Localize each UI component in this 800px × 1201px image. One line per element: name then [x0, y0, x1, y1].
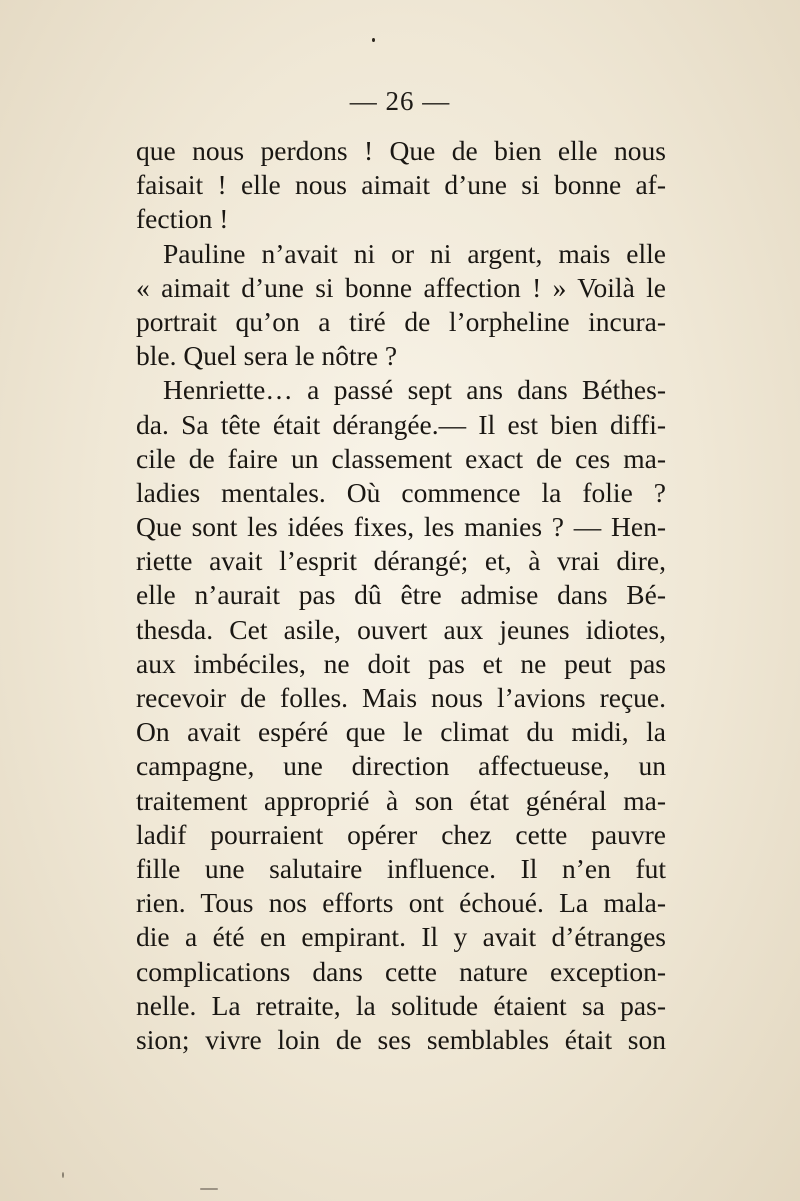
text-line: fection !: [136, 203, 229, 235]
text-line: elle n’aurait pas dû être admise dans Bé-: [136, 579, 666, 611]
text-line: sion; vivre loin de ses semblables était son: [136, 1023, 666, 1055]
text-line: que nous perdons ! Que de bien elle nous: [136, 135, 666, 166]
text-line: On avait espéré que le climat du midi, la: [136, 716, 666, 748]
text-line: Henriette… a passé sept ans dans Béthes-: [163, 374, 666, 406]
text-line: faisait ! elle nous aimait d’une si bonne af-: [136, 169, 666, 201]
text-line: cile de faire un classement exact de ces ma-: [136, 442, 666, 474]
text-line: thesda. Cet asile, ouvert aux jeunes idiotes,: [136, 613, 666, 645]
paper-speck: [372, 38, 375, 42]
text-line: riette avait l’esprit dérangé; et, à vrai dire,: [136, 545, 666, 577]
body-text: [136, 134, 666, 1057]
text-line: die a été en empirant. Il y avait d’étranges: [136, 921, 666, 953]
page-number: — 26 —: [349, 86, 451, 116]
text-line: Que sont les idées fixes, les manies ? — Hen-: [136, 511, 666, 543]
text-line: campagne, une direction affectueuse, un: [136, 750, 666, 782]
text-line: rien. Tous nos efforts ont échoué. La mala-: [136, 887, 666, 919]
text-line: ladif pourraient opérer chez cette pauvre: [136, 818, 666, 850]
text-line: aux imbéciles, ne doit pas et ne peut pas: [136, 647, 666, 679]
text-line: ladies mentales. Où commence la folie ?: [136, 476, 666, 508]
text-line: Pauline n’avait ni or ni argent, mais elle: [163, 237, 666, 269]
text-line: traitement approprié à son état général ma-: [136, 784, 666, 816]
text-line: recevoir de folles. Mais nous l’avions reçue.: [136, 682, 666, 713]
text-line: portrait qu’on a tiré de l’orpheline incura-: [136, 305, 666, 337]
text-line: nelle. La retraite, la solitude étaient sa pas-: [136, 989, 666, 1021]
text-line: « aimait d’une si bonne affection ! » Voilà le: [136, 271, 666, 303]
text-line: da. Sa tête était dérangée.— Il est bien diffi-: [136, 408, 666, 440]
paper-speck: [62, 1172, 64, 1178]
text-line: complications dans cette nature exception-: [136, 955, 666, 987]
text-line: fille une salutaire influence. Il n’en fut: [136, 852, 666, 884]
text-line: ble. Quel sera le nôtre ?: [136, 340, 398, 372]
paper-speck: [200, 1188, 218, 1190]
